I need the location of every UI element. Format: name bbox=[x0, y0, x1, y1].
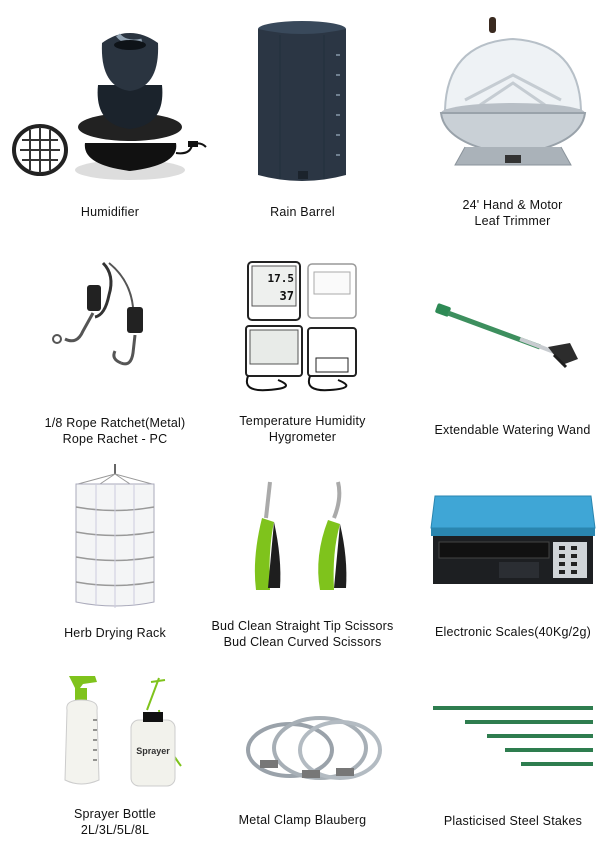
product-caption-metal-clamp: Metal Clamp Blauberg bbox=[238, 813, 367, 827]
product-caption-hygrometer: Temperature Humidity Hygrometer bbox=[239, 414, 366, 444]
scissors-image bbox=[240, 478, 365, 598]
sprayer-label: Sprayer bbox=[136, 746, 170, 756]
herb-drying-rack-image bbox=[60, 462, 170, 612]
watering-wand-image bbox=[430, 295, 600, 375]
hygrometer-image bbox=[238, 258, 363, 398]
metal-clamp-image bbox=[240, 710, 385, 790]
rain-barrel-image bbox=[240, 15, 365, 190]
product-caption-electronic-scales: Electronic Scales(40Kg/2g) bbox=[435, 625, 591, 639]
product-caption-humidifier: Humidifier bbox=[80, 205, 140, 219]
humidifier-image bbox=[10, 15, 210, 190]
product-caption-scissors: Bud Clean Straight Tip Scissors Bud Clean Curved Scissors bbox=[211, 619, 394, 649]
electronic-scales-image bbox=[425, 488, 600, 588]
product-caption-watering-wand: Extendable Watering Wand bbox=[434, 423, 591, 437]
hygrometer-bottom-readout: 37 bbox=[279, 289, 294, 303]
product-caption-steel-stakes: Plasticised Steel Stakes bbox=[443, 814, 583, 828]
product-caption-sprayer-bottle: Sprayer Bottle 2L/3L/5L/8L bbox=[73, 807, 156, 837]
leaf-trimmer-image bbox=[425, 15, 600, 185]
hygrometer-top-readout: 17.5 bbox=[267, 272, 294, 285]
product-caption-herb-drying-rack: Herb Drying Rack bbox=[64, 626, 166, 640]
sprayer-bottle-image bbox=[55, 670, 190, 795]
product-caption-rain-barrel: Rain Barrel bbox=[270, 205, 335, 219]
steel-stakes-image bbox=[425, 698, 600, 778]
rope-ratchet-image bbox=[35, 255, 185, 395]
product-caption-rope-ratchet: 1/8 Rope Ratchet(Metal) Rope Rachet - PC bbox=[44, 416, 186, 446]
product-caption-leaf-trimmer: 24' Hand & Motor Leaf Trimmer bbox=[462, 198, 563, 228]
